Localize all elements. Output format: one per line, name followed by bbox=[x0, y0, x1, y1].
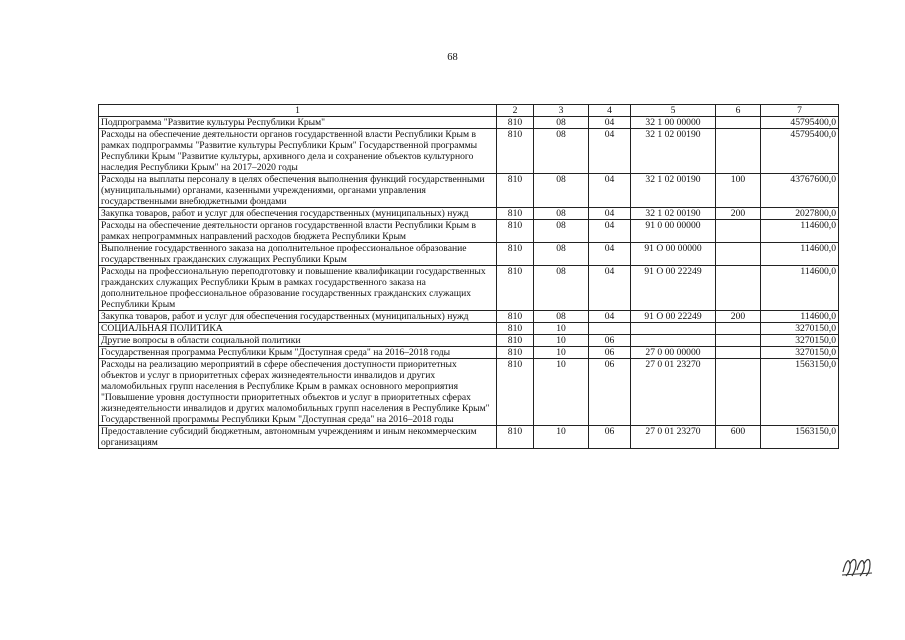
amount: 3270150,0 bbox=[761, 347, 839, 359]
expense-type-code bbox=[716, 117, 761, 129]
admin-code: 810 bbox=[497, 129, 534, 174]
subsection-code: 06 bbox=[589, 426, 631, 449]
amount: 45795400,0 bbox=[761, 117, 839, 129]
expense-type-code bbox=[716, 243, 761, 266]
target-article-code: 32 1 02 00190 bbox=[631, 208, 716, 220]
section-code: 10 bbox=[534, 323, 589, 335]
amount: 114600,0 bbox=[761, 266, 839, 311]
admin-code: 810 bbox=[497, 208, 534, 220]
expense-type-code bbox=[716, 220, 761, 243]
admin-code: 810 bbox=[497, 359, 534, 426]
subsection-code: 04 bbox=[589, 174, 631, 208]
target-article-code: 27 0 00 00000 bbox=[631, 347, 716, 359]
subsection-code: 04 bbox=[589, 220, 631, 243]
header-cell: 7 bbox=[761, 105, 839, 117]
admin-code: 810 bbox=[497, 347, 534, 359]
admin-code: 810 bbox=[497, 117, 534, 129]
handwritten-initials-icon bbox=[840, 554, 874, 578]
target-article-code: 27 0 01 23270 bbox=[631, 359, 716, 426]
subsection-code: 04 bbox=[589, 311, 631, 323]
expense-type-code: 600 bbox=[716, 426, 761, 449]
admin-code: 810 bbox=[497, 335, 534, 347]
target-article-code: 32 1 02 00190 bbox=[631, 174, 716, 208]
amount: 1563150,0 bbox=[761, 359, 839, 426]
section-code: 08 bbox=[534, 129, 589, 174]
subsection-code: 06 bbox=[589, 359, 631, 426]
admin-code: 810 bbox=[497, 426, 534, 449]
target-article-code bbox=[631, 335, 716, 347]
table-row bbox=[99, 117, 839, 129]
expense-name: Другие вопросы в области социальной политики bbox=[99, 335, 497, 347]
header-cell: 3 bbox=[534, 105, 589, 117]
amount: 3270150,0 bbox=[761, 335, 839, 347]
table-row bbox=[99, 347, 839, 359]
expense-type-code bbox=[716, 359, 761, 426]
expense-name: Выполнение государственного заказа на дополнительное профессиональное образование государственных гражданских служащих Республики Крым bbox=[99, 243, 497, 266]
table-row bbox=[99, 208, 839, 220]
table-row bbox=[99, 174, 839, 208]
expense-name: Расходы на профессиональную переподготовку и повышение квалификации государственных гражданских служащих Республики Крым в рамках государственного заказа на дополнительное профессиональное образование государственных гражданских служащих Республики Крым bbox=[99, 266, 497, 311]
subsection-code: 06 bbox=[589, 347, 631, 359]
header-cell: 6 bbox=[716, 105, 761, 117]
expense-name: Подпрограмма "Развитие культуры Республики Крым" bbox=[99, 117, 497, 129]
amount: 1563150,0 bbox=[761, 426, 839, 449]
subsection-code bbox=[589, 323, 631, 335]
admin-code: 810 bbox=[497, 323, 534, 335]
expense-type-code bbox=[716, 129, 761, 174]
section-code: 08 bbox=[534, 266, 589, 311]
budget-table bbox=[98, 104, 839, 449]
admin-code: 810 bbox=[497, 311, 534, 323]
table-row bbox=[99, 266, 839, 311]
table-row bbox=[99, 129, 839, 174]
expense-type-code bbox=[716, 347, 761, 359]
section-code: 08 bbox=[534, 174, 589, 208]
expense-type-code: 200 bbox=[716, 208, 761, 220]
expense-name: Предоставление субсидий бюджетным, автономным учреждениям и иным некоммерческим организациям bbox=[99, 426, 497, 449]
target-article-code: 91 О 00 00000 bbox=[631, 243, 716, 266]
table-row bbox=[99, 243, 839, 266]
section-code: 08 bbox=[534, 220, 589, 243]
header-cell: 1 bbox=[99, 105, 497, 117]
header-cell: 2 bbox=[497, 105, 534, 117]
expense-name: Закупка товаров, работ и услуг для обеспечения государственных (муниципальных) нужд bbox=[99, 311, 497, 323]
expense-name: Расходы на реализацию мероприятий в сфере обеспечения доступности приоритетных объектов и услуг в приоритетных сферах жизнедеятельности инвалидов и других маломобильных групп населения в Республике Крым в рамках основного мероприятия "Повышение уровня доступности приоритетных объектов и услуг в приоритетных сферах жизнедеятельности инвалидов и других маломобильных групп населения в Республике Крым" Государственной программы Республики Крым "Доступная среда" на 2016–2018 годы bbox=[99, 359, 497, 426]
section-code: 10 bbox=[534, 359, 589, 426]
admin-code: 810 bbox=[497, 266, 534, 311]
section-code: 08 bbox=[534, 311, 589, 323]
target-article-code: 91 О 00 22249 bbox=[631, 266, 716, 311]
table-row bbox=[99, 311, 839, 323]
subsection-code: 04 bbox=[589, 129, 631, 174]
expense-name: Расходы на обеспечение деятельности органов государственной власти Республики Крым в рамках подпрограммы "Развитие культуры Республики Крым" Государственной программы Республики Крым "Развитие культуры, архивного дела и сохранение объектов культурного наследия Республики Крым" на 2017–2020 годы bbox=[99, 129, 497, 174]
admin-code: 810 bbox=[497, 243, 534, 266]
expense-type-code bbox=[716, 323, 761, 335]
header-cell: 5 bbox=[631, 105, 716, 117]
amount: 43767600,0 bbox=[761, 174, 839, 208]
subsection-code: 06 bbox=[589, 335, 631, 347]
target-article-code: 32 1 02 00190 bbox=[631, 129, 716, 174]
header-row bbox=[99, 105, 839, 117]
table-row bbox=[99, 426, 839, 449]
expense-name: Расходы на выплаты персоналу в целях обеспечения выполнения функций государственными (муниципальными) органами, казенными учреждениями, органами управления государственными внебюджетными фондами bbox=[99, 174, 497, 208]
target-article-code bbox=[631, 323, 716, 335]
expense-type-code bbox=[716, 266, 761, 311]
expense-name: СОЦИАЛЬНАЯ ПОЛИТИКА bbox=[99, 323, 497, 335]
expense-name: Расходы на обеспечение деятельности органов государственной власти Республики Крым в рамках непрограммных направлений расходов бюджета Республики Крым bbox=[99, 220, 497, 243]
subsection-code: 04 bbox=[589, 266, 631, 311]
amount: 2027800,0 bbox=[761, 208, 839, 220]
page-number: 68 bbox=[447, 52, 458, 63]
expense-name: Закупка товаров, работ и услуг для обеспечения государственных (муниципальных) нужд bbox=[99, 208, 497, 220]
table-row bbox=[99, 220, 839, 243]
target-article-code: 32 1 00 00000 bbox=[631, 117, 716, 129]
section-code: 08 bbox=[534, 117, 589, 129]
amount: 114600,0 bbox=[761, 220, 839, 243]
expense-type-code: 200 bbox=[716, 311, 761, 323]
amount: 114600,0 bbox=[761, 243, 839, 266]
expense-name: Государственная программа Республики Крым "Доступная среда" на 2016–2018 годы bbox=[99, 347, 497, 359]
section-code: 08 bbox=[534, 208, 589, 220]
section-code: 10 bbox=[534, 335, 589, 347]
section-code: 10 bbox=[534, 347, 589, 359]
table-row bbox=[99, 359, 839, 426]
subsection-code: 04 bbox=[589, 208, 631, 220]
section-code: 08 bbox=[534, 243, 589, 266]
target-article-code: 91 0 00 00000 bbox=[631, 220, 716, 243]
subsection-code: 04 bbox=[589, 117, 631, 129]
amount: 45795400,0 bbox=[761, 129, 839, 174]
target-article-code: 91 О 00 22249 bbox=[631, 311, 716, 323]
expense-type-code: 100 bbox=[716, 174, 761, 208]
subsection-code: 04 bbox=[589, 243, 631, 266]
section-code: 10 bbox=[534, 426, 589, 449]
admin-code: 810 bbox=[497, 174, 534, 208]
expense-type-code bbox=[716, 335, 761, 347]
target-article-code: 27 0 01 23270 bbox=[631, 426, 716, 449]
amount: 3270150,0 bbox=[761, 323, 839, 335]
header-cell: 4 bbox=[589, 105, 631, 117]
table-row bbox=[99, 335, 839, 347]
admin-code: 810 bbox=[497, 220, 534, 243]
table-row bbox=[99, 323, 839, 335]
amount: 114600,0 bbox=[761, 311, 839, 323]
